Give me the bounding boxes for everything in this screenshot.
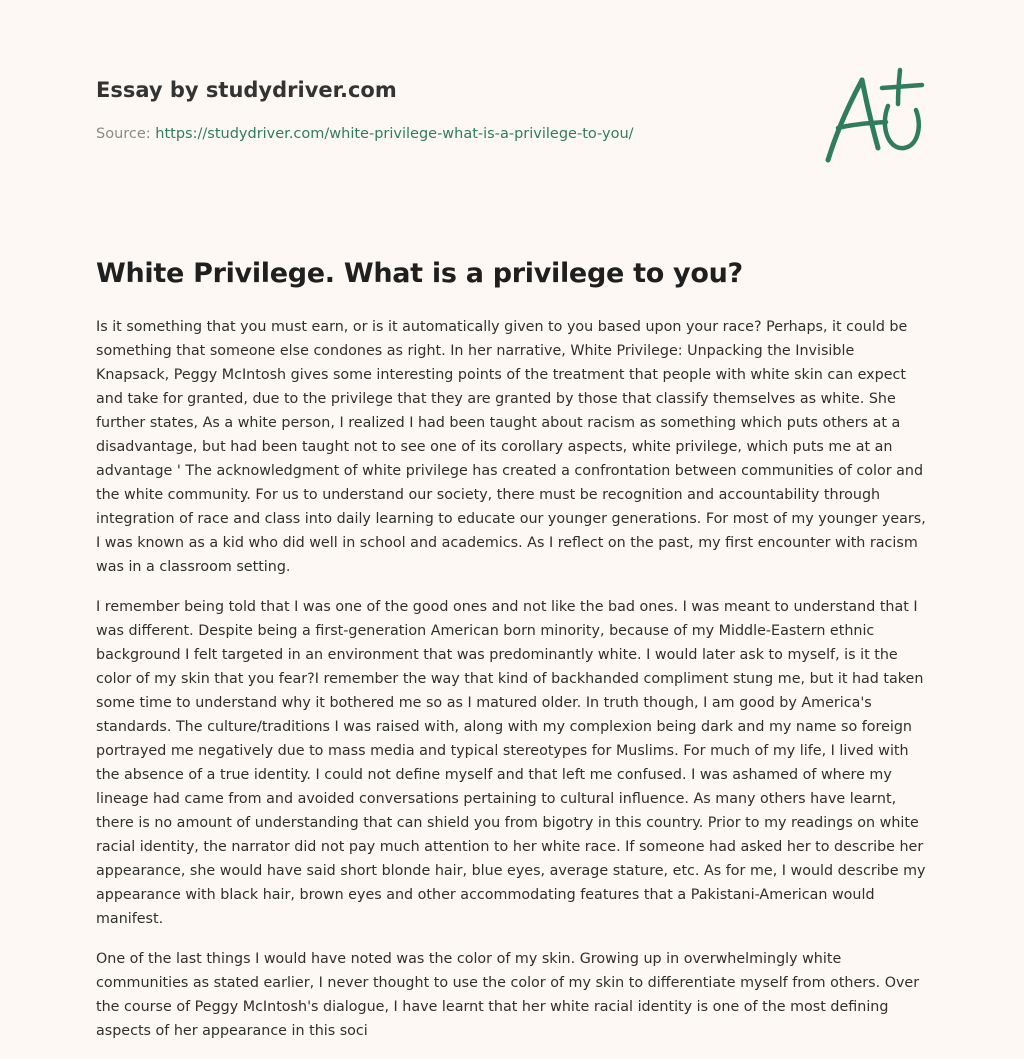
site-brand: Essay by studydriver.com	[96, 78, 397, 102]
source-label: Source:	[96, 126, 156, 142]
essay-paragraph: I remember being told that I was one of the good ones and not like the bad ones. I was meant to understand that I was different. Despite being a first-generation American born minority, because of my Middle-Eastern ethnic background I felt targeted in an environment that was predominantly white. I would later ask to myself, is it the color of my skin that you fear?I remember the way that kind of backhanded compliment stung me, but it had taken some time to understand why it bothered me so as I matured older. In truth though, I am good by America's standards. The culture/traditions I was raised with, along with my complexion being dark and my name so foreign portrayed me negatively due to mass media and typical stereotypes for Muslims. For much of my life, I lived with the absence of a true identity. I could not define myself and that left me confused. I was ashamed of where my lineage had came from and avoided conversations pertaining to cultural influence. As many others have learnt, there is no amount of understanding that can shield you from bigotry in this country. Prior to my readings on white racial identity, the narrator did not pay much attention to her white race. If someone had asked her to describe her appearance, she would have said short blonde hair, blue eyes, average stature, etc. As for me, I would describe my appearance with black hair, brown eyes and other accommodating features that a Pakistani-American would manifest.	[96, 599, 926, 927]
essay-header	[96, 76, 796, 144]
source-line	[96, 124, 796, 144]
essay-paragraph: Is it something that you must earn, or is it automatically given to you based upon your race? Perhaps, it could be something that someone else condones as right. In her narrative, White Privilege: Unpacking the Invisible Knapsack, Peggy McIntosh gives some interesting points of the treatment that people with white skin can expect and take for granted, due to the privilege that they are granted by those that classify themselves as white. She further states, As a white person, I realized I had been taught about racism as something which puts others at a disadvantage, but had been taught not to see one of its corollary aspects, white privilege, which puts me at an advantage ' The acknowledgment of white privilege has created a confrontation between communities of color and the white community. For us to understand our society, there must be recognition and accountability through integration of race and class into daily learning to educate our younger generations. For most of my younger years, I was known as a kid who did well in school and academics. As I reflect on the past, my first encounter with racism was in a classroom setting.	[96, 319, 926, 575]
source-link[interactable]: https://studydriver.com/white-privilege-what-is-a-privilege-to-you/	[155, 126, 634, 142]
a-plus-grade-icon	[818, 66, 930, 166]
essay-title: White Privilege. What is a privilege to you?	[96, 258, 743, 289]
essay-paragraph: One of the last things I would have noted was the color of my skin. Growing up in overwhelmingly white communities as stated earlier, I never thought to use the color of my skin to differentiate myself from others. Over the course of Peggy McIntosh's dialogue, I have learnt that her white racial identity is one of the most defining aspects of her appearance in this soci	[96, 951, 920, 1039]
essay-body	[96, 315, 930, 1059]
